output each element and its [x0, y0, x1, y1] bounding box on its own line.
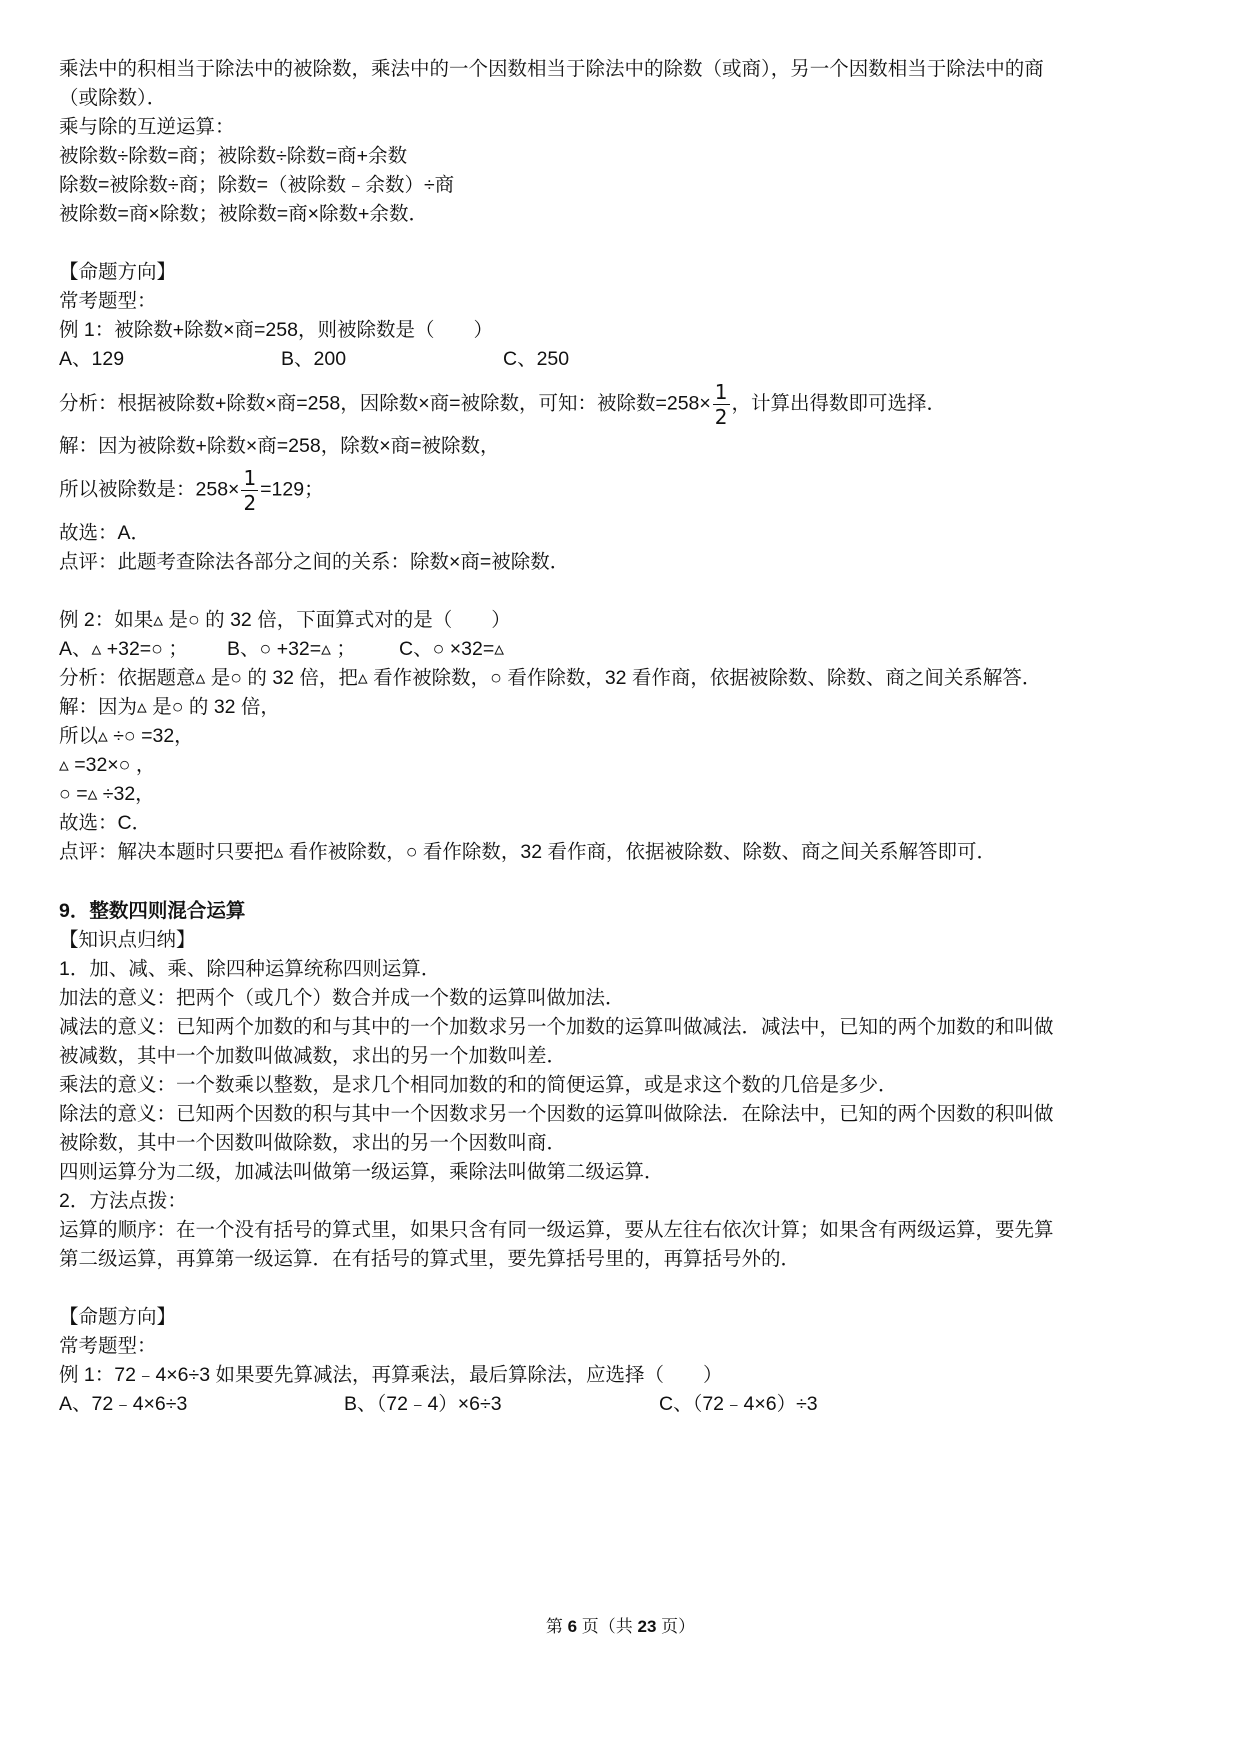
text-line: 减法的意义：已知两个加数的和与其中的一个加数求另一个加数的运算叫做减法．减法中，已知的两个加数的和叫做	[59, 1016, 1054, 1038]
solution-text: 所以被除数是：258×	[59, 478, 240, 501]
fraction-denominator: 2	[714, 405, 728, 429]
option-b: B、（72﹣4）×6÷3	[344, 1393, 502, 1415]
comment-line: 点评：此题考查除法各部分之间的关系：除数×商=被除数．	[59, 551, 570, 573]
question-line: 例 2：如果▵ 是○ 的 32 倍，下面算式对的是（ ）	[59, 609, 511, 631]
text-line: 乘法的意义：一个数乘以整数，是求几个相同加数的和的简便运算，或是求这个数的几倍是多少．	[59, 1074, 898, 1096]
fraction-numerator: 1	[714, 380, 728, 404]
text-line: 第二级运算，再算第一级运算．在有括号的算式里，要先算括号里的，再算括号外的．	[59, 1248, 801, 1270]
analysis-line	[59, 382, 1189, 427]
section-heading: 【命题方向】	[59, 1306, 177, 1328]
option-c: C、（72﹣4×6）÷3	[659, 1393, 818, 1415]
text-line: 常考题型：	[59, 1335, 157, 1357]
text-line: 被减数，其中一个加数叫做减数，求出的另一个加数叫差．	[59, 1045, 567, 1067]
fraction-half	[241, 468, 258, 513]
text-line: 除法的意义：已知两个因数的积与其中一个因数求另一个因数的运算叫做除法．在除法中，已知的两个因数的积叫做	[59, 1103, 1054, 1125]
option-c: C、○ ×32=▵	[399, 638, 505, 660]
fraction-numerator: 1	[243, 466, 257, 490]
text-line: 除数=被除数÷商；除数=（被除数﹣余数）÷商	[59, 174, 455, 196]
option-a: A、72﹣4×6÷3	[59, 1393, 188, 1415]
text-line: 1．加、减、乘、除四种运算统称四则运算．	[59, 958, 441, 980]
text-line: 被除数÷除数=商；被除数÷除数=商+余数	[59, 145, 408, 167]
text-line: 加法的意义：把两个（或几个）数合并成一个数的运算叫做加法．	[59, 987, 625, 1009]
option-b: B、○ +32=▵ ；	[227, 638, 356, 660]
option-b: B、200	[281, 348, 347, 370]
answer-line: 故选：A．	[59, 522, 151, 544]
analysis-text-end: ，计算出得数即可选择．	[731, 392, 947, 415]
solution-line	[59, 468, 1189, 513]
option-a: A、129	[59, 348, 125, 370]
footer-middle: 页（共	[577, 1617, 638, 1636]
solution-line: 解：因为被除数+除数×商=258，除数×商=被除数，	[59, 435, 500, 457]
text-line: 2．方法点拨：	[59, 1190, 187, 1212]
question-line: 例 1：被除数+除数×商=258，则被除数是（ ）	[59, 319, 493, 341]
footer-total-pages: 23	[637, 1617, 657, 1636]
analysis-line: 分析：依据题意▵ 是○ 的 32 倍，把▵ 看作被除数，○ 看作除数，32 看作商，依据被除数、除数、商之间关系解答．	[59, 667, 1042, 689]
footer-prefix: 第	[545, 1617, 568, 1636]
page-footer	[0, 1612, 1241, 1637]
question-line: 例 1：72﹣4×6÷3 如果要先算减法，再算乘法，最后算除法，应选择（ ）	[59, 1364, 723, 1386]
answer-line: 故选：C．	[59, 812, 152, 834]
text-line: ▵ =32×○ ，	[59, 754, 156, 776]
footer-suffix: 页）	[656, 1617, 696, 1636]
section-title: 9．整数四则混合运算	[59, 900, 246, 922]
text-line: ○ =▵ ÷32，	[59, 783, 155, 805]
footer-page-number: 6	[567, 1617, 578, 1636]
fraction-half	[713, 382, 730, 427]
text-line: 乘法中的积相当于除法中的被除数，乘法中的一个因数相当于除法中的除数（或商），另一个因数相当于除法中的商	[59, 58, 1044, 80]
text-line: 乘与除的互逆运算：	[59, 116, 235, 138]
text-line: 运算的顺序：在一个没有括号的算式里，如果只含有同一级运算，要从左往右依次计算；如果含有两级运算，要先算	[59, 1219, 1054, 1241]
fraction-denominator: 2	[243, 491, 257, 515]
option-c: C、250	[503, 348, 570, 370]
comment-line: 点评：解决本题时只要把▵ 看作被除数，○ 看作除数，32 看作商，依据被除数、除数、商之间关系解答即可．	[59, 841, 997, 863]
text-line: 常考题型：	[59, 290, 157, 312]
text-line: 被除数，其中一个因数叫做除数，求出的另一个因数叫商．	[59, 1132, 567, 1154]
section-heading: 【命题方向】	[59, 261, 177, 283]
solution-line: 解：因为▵ 是○ 的 32 倍，	[59, 696, 280, 718]
text-line: （或除数）．	[59, 87, 167, 109]
section-heading: 【知识点归纳】	[59, 929, 196, 951]
text-line: 所以▵ ÷○ =32，	[59, 725, 194, 747]
solution-text-end: =129；	[260, 478, 324, 501]
option-a: A、▵ +32=○ ；	[59, 638, 188, 660]
text-line: 被除数=商×除数；被除数=商×除数+余数．	[59, 203, 428, 225]
text-line: 四则运算分为二级，加减法叫做第一级运算，乘除法叫做第二级运算．	[59, 1161, 664, 1183]
analysis-text: 分析：根据被除数+除数×商=258，因除数×商=被除数，可知：被除数=258×	[59, 392, 711, 415]
